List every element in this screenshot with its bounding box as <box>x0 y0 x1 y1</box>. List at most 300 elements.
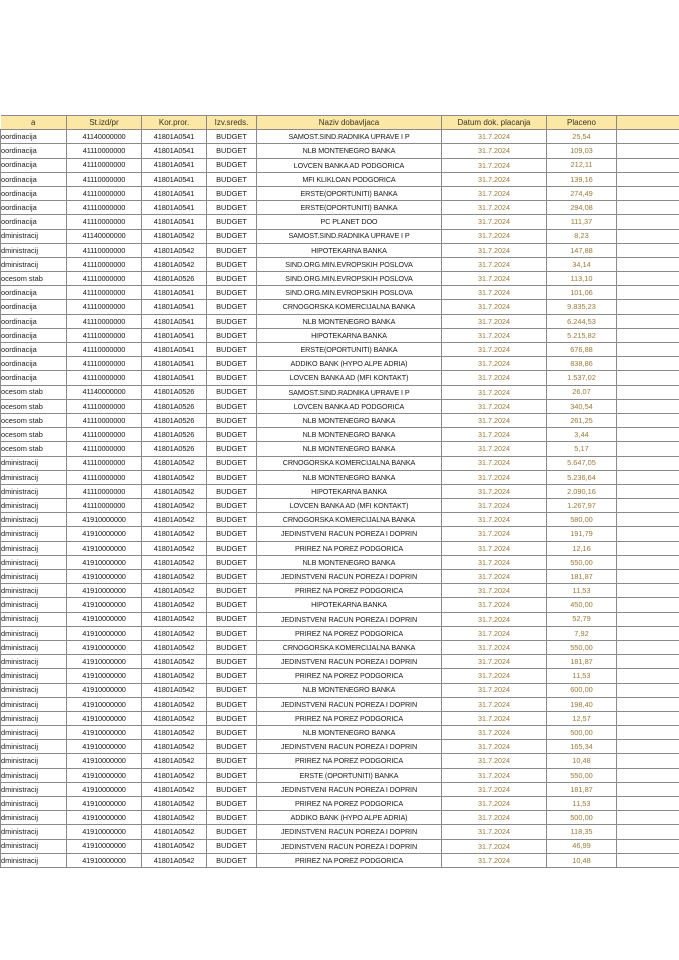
cell-c4[interactable]: NLB MONTENEGRO BANKA <box>257 428 442 442</box>
cell-c0[interactable]: oordinacija <box>1 371 67 385</box>
cell-c3[interactable]: BUDGET <box>207 215 257 229</box>
cell-c7[interactable] <box>617 484 679 498</box>
cell-c0[interactable]: oordinacija <box>1 186 67 200</box>
table-row[interactable] <box>1 300 679 314</box>
cell-c2[interactable]: 41801A0542 <box>142 683 207 697</box>
cell-c1[interactable]: 41910000000 <box>67 740 142 754</box>
table-row[interactable] <box>1 470 679 484</box>
cell-c1[interactable]: 41910000000 <box>67 598 142 612</box>
cell-c3[interactable]: BUDGET <box>207 300 257 314</box>
cell-c0[interactable]: dministracij <box>1 811 67 825</box>
cell-c0[interactable]: dministracij <box>1 612 67 626</box>
cell-c7[interactable] <box>617 328 679 342</box>
cell-c0[interactable]: dministracij <box>1 726 67 740</box>
cell-c1[interactable]: 41110000000 <box>67 172 142 186</box>
cell-c1[interactable]: 41910000000 <box>67 555 142 569</box>
cell-c5[interactable]: 31.7.2024 <box>442 697 547 711</box>
cell-c5[interactable]: 31.7.2024 <box>442 314 547 328</box>
cell-c3[interactable]: BUDGET <box>207 172 257 186</box>
cell-c6[interactable]: 12,57 <box>547 711 617 725</box>
cell-c6[interactable]: 5,17 <box>547 442 617 456</box>
cell-c5[interactable]: 31.7.2024 <box>442 484 547 498</box>
table-row[interactable] <box>1 825 679 839</box>
cell-c4[interactable]: JEDINSTVENI RACUN POREZA I DOPRIN <box>257 527 442 541</box>
cell-c2[interactable]: 41801A0542 <box>142 499 207 513</box>
table-row[interactable] <box>1 158 679 172</box>
cell-c3[interactable]: BUDGET <box>207 584 257 598</box>
cell-c2[interactable]: 41801A0542 <box>142 797 207 811</box>
cell-c6[interactable]: 3,44 <box>547 428 617 442</box>
cell-c2[interactable]: 41801A0526 <box>142 428 207 442</box>
cell-c3[interactable]: BUDGET <box>207 598 257 612</box>
cell-c0[interactable]: dministracij <box>1 683 67 697</box>
cell-c1[interactable]: 41110000000 <box>67 144 142 158</box>
cell-c2[interactable]: 41801A0541 <box>142 144 207 158</box>
cell-c6[interactable]: 109,03 <box>547 144 617 158</box>
cell-c0[interactable]: dministracij <box>1 740 67 754</box>
cell-c7[interactable] <box>617 811 679 825</box>
cell-c7[interactable] <box>617 697 679 711</box>
cell-c5[interactable]: 31.7.2024 <box>442 626 547 640</box>
cell-c5[interactable]: 31.7.2024 <box>442 853 547 867</box>
cell-c1[interactable]: 41910000000 <box>67 825 142 839</box>
cell-c7[interactable] <box>617 797 679 811</box>
cell-c0[interactable]: dministracij <box>1 782 67 796</box>
cell-c4[interactable]: HIPOTEKARNA BANKA <box>257 243 442 257</box>
cell-c5[interactable]: 31.7.2024 <box>442 272 547 286</box>
cell-c6[interactable]: 550,00 <box>547 640 617 654</box>
cell-c1[interactable]: 41110000000 <box>67 272 142 286</box>
cell-c1[interactable]: 41110000000 <box>67 300 142 314</box>
cell-c1[interactable]: 41110000000 <box>67 371 142 385</box>
cell-c6[interactable]: 26,07 <box>547 385 617 399</box>
cell-c3[interactable]: BUDGET <box>207 655 257 669</box>
cell-c1[interactable]: 41110000000 <box>67 442 142 456</box>
cell-c2[interactable]: 41801A0542 <box>142 570 207 584</box>
cell-c2[interactable]: 41801A0542 <box>142 640 207 654</box>
cell-c1[interactable]: 41910000000 <box>67 541 142 555</box>
cell-c1[interactable]: 41910000000 <box>67 811 142 825</box>
cell-c7[interactable] <box>617 655 679 669</box>
cell-c6[interactable]: 181,87 <box>547 782 617 796</box>
cell-c4[interactable]: PRIREZ NA POREZ PODGORICA <box>257 797 442 811</box>
cell-c3[interactable]: BUDGET <box>207 484 257 498</box>
cell-c3[interactable]: BUDGET <box>207 470 257 484</box>
cell-c0[interactable]: dministracij <box>1 456 67 470</box>
cell-c3[interactable]: BUDGET <box>207 428 257 442</box>
column-header-izvsreds[interactable]: Izv.sreds. <box>207 116 257 130</box>
table-row[interactable] <box>1 272 679 286</box>
cell-c3[interactable]: BUDGET <box>207 328 257 342</box>
cell-c4[interactable]: ERSTE(OPORTUNITI) BANKA <box>257 186 442 200</box>
cell-c7[interactable] <box>617 456 679 470</box>
cell-c4[interactable]: PRIREZ NA POREZ PODGORICA <box>257 711 442 725</box>
cell-c6[interactable]: 147,88 <box>547 243 617 257</box>
cell-c5[interactable]: 31.7.2024 <box>442 754 547 768</box>
cell-c0[interactable]: dministracij <box>1 640 67 654</box>
cell-c6[interactable]: 10,48 <box>547 754 617 768</box>
cell-c4[interactable]: NLB MONTENEGRO BANKA <box>257 683 442 697</box>
cell-c0[interactable]: dministracij <box>1 825 67 839</box>
table-row[interactable] <box>1 328 679 342</box>
cell-c6[interactable]: 52,79 <box>547 612 617 626</box>
table-row[interactable] <box>1 513 679 527</box>
cell-c3[interactable]: BUDGET <box>207 697 257 711</box>
cell-c0[interactable]: dministracij <box>1 527 67 541</box>
cell-c2[interactable]: 41801A0542 <box>142 839 207 853</box>
cell-c3[interactable]: BUDGET <box>207 797 257 811</box>
cell-c3[interactable]: BUDGET <box>207 442 257 456</box>
cell-c1[interactable]: 41110000000 <box>67 470 142 484</box>
cell-c6[interactable]: 111,37 <box>547 215 617 229</box>
cell-c3[interactable]: BUDGET <box>207 754 257 768</box>
cell-c2[interactable]: 41801A0541 <box>142 328 207 342</box>
cell-c6[interactable]: 10,48 <box>547 853 617 867</box>
cell-c3[interactable]: BUDGET <box>207 570 257 584</box>
cell-c2[interactable]: 41801A0541 <box>142 215 207 229</box>
cell-c1[interactable]: 41910000000 <box>67 626 142 640</box>
table-row[interactable] <box>1 144 679 158</box>
cell-c5[interactable]: 31.7.2024 <box>442 499 547 513</box>
cell-c1[interactable]: 41110000000 <box>67 257 142 271</box>
cell-c1[interactable]: 41910000000 <box>67 527 142 541</box>
cell-c7[interactable] <box>617 726 679 740</box>
cell-c4[interactable]: MFI KLIKLOAN PODGORICA <box>257 172 442 186</box>
cell-c1[interactable]: 41110000000 <box>67 328 142 342</box>
cell-c7[interactable] <box>617 782 679 796</box>
cell-c0[interactable]: dministracij <box>1 229 67 243</box>
cell-c7[interactable] <box>617 584 679 598</box>
cell-c2[interactable]: 41801A0542 <box>142 811 207 825</box>
cell-c2[interactable]: 41801A0526 <box>142 413 207 427</box>
cell-c0[interactable]: oordinacija <box>1 328 67 342</box>
cell-c4[interactable]: NLB MONTENEGRO BANKA <box>257 555 442 569</box>
cell-c5[interactable]: 31.7.2024 <box>442 428 547 442</box>
cell-c7[interactable] <box>617 300 679 314</box>
cell-c3[interactable]: BUDGET <box>207 853 257 867</box>
cell-c3[interactable]: BUDGET <box>207 385 257 399</box>
cell-c5[interactable]: 31.7.2024 <box>442 598 547 612</box>
cell-c0[interactable]: dministracij <box>1 499 67 513</box>
cell-c5[interactable]: 31.7.2024 <box>442 541 547 555</box>
cell-c1[interactable]: 41110000000 <box>67 343 142 357</box>
cell-c0[interactable]: dministracij <box>1 243 67 257</box>
cell-c1[interactable]: 41110000000 <box>67 186 142 200</box>
table-row[interactable] <box>1 797 679 811</box>
cell-c3[interactable]: BUDGET <box>207 229 257 243</box>
cell-c2[interactable]: 41801A0541 <box>142 286 207 300</box>
cell-c2[interactable]: 41801A0541 <box>142 172 207 186</box>
cell-c1[interactable]: 41110000000 <box>67 499 142 513</box>
cell-c5[interactable]: 31.7.2024 <box>442 513 547 527</box>
cell-c7[interactable] <box>617 243 679 257</box>
cell-c3[interactable]: BUDGET <box>207 158 257 172</box>
table-row[interactable] <box>1 499 679 513</box>
cell-c2[interactable]: 41801A0526 <box>142 399 207 413</box>
cell-c7[interactable] <box>617 371 679 385</box>
cell-c6[interactable]: 1.537,02 <box>547 371 617 385</box>
cell-c3[interactable]: BUDGET <box>207 144 257 158</box>
cell-c1[interactable]: 41910000000 <box>67 711 142 725</box>
cell-c7[interactable] <box>617 527 679 541</box>
cell-c5[interactable]: 31.7.2024 <box>442 186 547 200</box>
table-row[interactable] <box>1 343 679 357</box>
cell-c4[interactable]: JEDINSTVENI RACUN POREZA I DOPRIN <box>257 740 442 754</box>
table-row[interactable] <box>1 527 679 541</box>
cell-c2[interactable]: 41801A0541 <box>142 300 207 314</box>
cell-c0[interactable]: dministracij <box>1 541 67 555</box>
cell-c6[interactable]: 165,34 <box>547 740 617 754</box>
cell-c6[interactable]: 838,86 <box>547 357 617 371</box>
cell-c5[interactable]: 31.7.2024 <box>442 797 547 811</box>
cell-c7[interactable] <box>617 286 679 300</box>
column-header-naziv-dobavljaca[interactable]: Naziv dobavljaca <box>257 116 442 130</box>
cell-c7[interactable] <box>617 272 679 286</box>
cell-c7[interactable] <box>617 570 679 584</box>
cell-c0[interactable]: dministracij <box>1 470 67 484</box>
cell-c6[interactable]: 11,53 <box>547 797 617 811</box>
cell-c0[interactable]: dministracij <box>1 598 67 612</box>
cell-c6[interactable]: 113,10 <box>547 272 617 286</box>
table-row[interactable] <box>1 811 679 825</box>
cell-c5[interactable]: 31.7.2024 <box>442 371 547 385</box>
cell-c0[interactable]: dministracij <box>1 697 67 711</box>
cell-c7[interactable] <box>617 229 679 243</box>
cell-c1[interactable]: 41110000000 <box>67 456 142 470</box>
cell-c5[interactable]: 31.7.2024 <box>442 144 547 158</box>
cell-c3[interactable]: BUDGET <box>207 555 257 569</box>
cell-c4[interactable]: JEDINSTVENI RACUN POREZA I DOPRIN <box>257 825 442 839</box>
cell-c2[interactable]: 41801A0542 <box>142 513 207 527</box>
cell-c7[interactable] <box>617 470 679 484</box>
cell-c7[interactable] <box>617 172 679 186</box>
cell-c7[interactable] <box>617 201 679 215</box>
cell-c4[interactable]: ADDIKO BANK (HYPO ALPE ADRIA) <box>257 811 442 825</box>
cell-c3[interactable]: BUDGET <box>207 811 257 825</box>
cell-c3[interactable]: BUDGET <box>207 130 257 144</box>
cell-c3[interactable]: BUDGET <box>207 343 257 357</box>
cell-c2[interactable]: 41801A0541 <box>142 130 207 144</box>
cell-c1[interactable]: 41910000000 <box>67 797 142 811</box>
cell-c6[interactable]: 212,11 <box>547 158 617 172</box>
cell-c5[interactable]: 31.7.2024 <box>442 640 547 654</box>
cell-c4[interactable]: PC PLANET DOO <box>257 215 442 229</box>
column-header-stizdpr[interactable]: St.izd/pr <box>67 116 142 130</box>
cell-c4[interactable]: JEDINSTVENI RACUN POREZA I DOPRIN <box>257 655 442 669</box>
table-row[interactable] <box>1 385 679 399</box>
cell-c4[interactable]: LOVCEN BANKA AD (MFI KONTAKT) <box>257 371 442 385</box>
cell-c0[interactable]: oordinacija <box>1 144 67 158</box>
cell-c5[interactable]: 31.7.2024 <box>442 584 547 598</box>
cell-c7[interactable] <box>617 130 679 144</box>
table-row[interactable] <box>1 314 679 328</box>
cell-c0[interactable]: dministracij <box>1 768 67 782</box>
table-row[interactable] <box>1 768 679 782</box>
cell-c2[interactable]: 41801A0542 <box>142 470 207 484</box>
cell-c4[interactable]: ADDIKO BANK (HYPO ALPE ADRIA) <box>257 357 442 371</box>
cell-c6[interactable]: 46,99 <box>547 839 617 853</box>
cell-c3[interactable]: BUDGET <box>207 456 257 470</box>
cell-c5[interactable]: 31.7.2024 <box>442 456 547 470</box>
cell-c5[interactable]: 31.7.2024 <box>442 130 547 144</box>
cell-c1[interactable]: 41910000000 <box>67 683 142 697</box>
cell-c5[interactable]: 31.7.2024 <box>442 328 547 342</box>
cell-c5[interactable]: 31.7.2024 <box>442 172 547 186</box>
table-row[interactable] <box>1 598 679 612</box>
table-row[interactable] <box>1 215 679 229</box>
cell-c7[interactable] <box>617 640 679 654</box>
cell-c3[interactable]: BUDGET <box>207 413 257 427</box>
cell-c4[interactable]: CRNOGORSKA KOMERCIJALNA BANKA <box>257 300 442 314</box>
cell-c3[interactable]: BUDGET <box>207 371 257 385</box>
cell-c2[interactable]: 41801A0542 <box>142 754 207 768</box>
cell-c5[interactable]: 31.7.2024 <box>442 839 547 853</box>
cell-c3[interactable]: BUDGET <box>207 257 257 271</box>
cell-c2[interactable]: 41801A0541 <box>142 186 207 200</box>
cell-c6[interactable]: 8,23 <box>547 229 617 243</box>
table-row[interactable] <box>1 243 679 257</box>
table-row[interactable] <box>1 570 679 584</box>
cell-c3[interactable]: BUDGET <box>207 527 257 541</box>
cell-c6[interactable]: 550,00 <box>547 768 617 782</box>
cell-c2[interactable]: 41801A0542 <box>142 541 207 555</box>
cell-c1[interactable]: 41110000000 <box>67 158 142 172</box>
cell-c1[interactable]: 41910000000 <box>67 584 142 598</box>
table-row[interactable] <box>1 186 679 200</box>
table-row[interactable] <box>1 626 679 640</box>
cell-c4[interactable]: PRIREZ NA POREZ PODGORICA <box>257 669 442 683</box>
cell-c1[interactable]: 41140000000 <box>67 229 142 243</box>
cell-c0[interactable]: dministracij <box>1 839 67 853</box>
cell-c1[interactable]: 41910000000 <box>67 754 142 768</box>
table-row[interactable] <box>1 711 679 725</box>
cell-c4[interactable]: SIND.ORG.MIN.EVROPSKIH POSLOVA <box>257 272 442 286</box>
cell-c4[interactable]: NLB MONTENEGRO BANKA <box>257 144 442 158</box>
cell-c0[interactable]: oordinacija <box>1 130 67 144</box>
cell-c5[interactable]: 31.7.2024 <box>442 229 547 243</box>
table-row[interactable] <box>1 413 679 427</box>
cell-c6[interactable]: 6.244,53 <box>547 314 617 328</box>
column-header-empty[interactable] <box>617 116 679 130</box>
table-row[interactable] <box>1 612 679 626</box>
cell-c2[interactable]: 41801A0542 <box>142 697 207 711</box>
cell-c2[interactable]: 41801A0542 <box>142 243 207 257</box>
cell-c2[interactable]: 41801A0542 <box>142 598 207 612</box>
cell-c7[interactable] <box>617 555 679 569</box>
cell-c6[interactable]: 9.835,23 <box>547 300 617 314</box>
cell-c3[interactable]: BUDGET <box>207 357 257 371</box>
cell-c1[interactable]: 41110000000 <box>67 201 142 215</box>
cell-c1[interactable]: 41110000000 <box>67 399 142 413</box>
cell-c6[interactable]: 340,54 <box>547 399 617 413</box>
cell-c6[interactable]: 500,00 <box>547 811 617 825</box>
cell-c5[interactable]: 31.7.2024 <box>442 740 547 754</box>
cell-c2[interactable]: 41801A0542 <box>142 655 207 669</box>
table-row[interactable] <box>1 484 679 498</box>
cell-c6[interactable]: 139,16 <box>547 172 617 186</box>
cell-c2[interactable]: 41801A0542 <box>142 711 207 725</box>
cell-c0[interactable]: oordinacija <box>1 215 67 229</box>
cell-c1[interactable]: 41910000000 <box>67 640 142 654</box>
table-row[interactable] <box>1 371 679 385</box>
cell-c4[interactable]: NLB MONTENEGRO BANKA <box>257 413 442 427</box>
cell-c4[interactable]: CRNOGORSKA KOMERCIJALNA BANKA <box>257 513 442 527</box>
cell-c4[interactable]: PRIREZ NA POREZ PODGORICA <box>257 754 442 768</box>
cell-c2[interactable]: 41801A0526 <box>142 385 207 399</box>
cell-c4[interactable]: ERSTE(OPORTUNITI) BANKA <box>257 201 442 215</box>
cell-c1[interactable]: 41110000000 <box>67 243 142 257</box>
cell-c2[interactable]: 41801A0541 <box>142 201 207 215</box>
cell-c4[interactable]: SIND.ORG.MIN.EVROPSKIH POSLOVA <box>257 257 442 271</box>
cell-c3[interactable]: BUDGET <box>207 839 257 853</box>
cell-c7[interactable] <box>617 513 679 527</box>
cell-c7[interactable] <box>617 626 679 640</box>
table-row[interactable] <box>1 257 679 271</box>
cell-c4[interactable]: HIPOTEKARNA BANKA <box>257 598 442 612</box>
table-row[interactable] <box>1 172 679 186</box>
cell-c6[interactable]: 600,00 <box>547 683 617 697</box>
cell-c2[interactable]: 41801A0542 <box>142 555 207 569</box>
cell-c5[interactable]: 31.7.2024 <box>442 825 547 839</box>
cell-c2[interactable]: 41801A0526 <box>142 442 207 456</box>
cell-c3[interactable]: BUDGET <box>207 825 257 839</box>
cell-c4[interactable]: SAMOST.SIND.RADNIKA UPRAVE I P <box>257 130 442 144</box>
cell-c6[interactable]: 198,40 <box>547 697 617 711</box>
cell-c6[interactable]: 5.236,64 <box>547 470 617 484</box>
cell-c4[interactable]: CRNOGORSKA KOMERCIJALNA BANKA <box>257 456 442 470</box>
cell-c6[interactable]: 11,53 <box>547 584 617 598</box>
cell-c6[interactable]: 1.267,97 <box>547 499 617 513</box>
cell-c2[interactable]: 41801A0542 <box>142 584 207 598</box>
cell-c0[interactable]: dministracij <box>1 655 67 669</box>
cell-c6[interactable]: 181,87 <box>547 570 617 584</box>
cell-c4[interactable]: PRIREZ NA POREZ PODGORICA <box>257 626 442 640</box>
cell-c0[interactable]: dministracij <box>1 484 67 498</box>
cell-c1[interactable]: 41910000000 <box>67 570 142 584</box>
cell-c7[interactable] <box>617 754 679 768</box>
cell-c5[interactable]: 31.7.2024 <box>442 768 547 782</box>
cell-c4[interactable]: CRNOGORSKA KOMERCIJALNA BANKA <box>257 640 442 654</box>
cell-c4[interactable]: LOVCEN BANKA AD (MFI KONTAKT) <box>257 499 442 513</box>
cell-c6[interactable]: 274,49 <box>547 186 617 200</box>
cell-c7[interactable] <box>617 825 679 839</box>
cell-c7[interactable] <box>617 413 679 427</box>
cell-c7[interactable] <box>617 357 679 371</box>
table-row[interactable] <box>1 782 679 796</box>
cell-c2[interactable]: 41801A0542 <box>142 825 207 839</box>
cell-c6[interactable]: 500,00 <box>547 726 617 740</box>
cell-c3[interactable]: BUDGET <box>207 286 257 300</box>
cell-c1[interactable]: 41910000000 <box>67 612 142 626</box>
table-row[interactable] <box>1 726 679 740</box>
cell-c7[interactable] <box>617 385 679 399</box>
cell-c0[interactable]: ocesom stab <box>1 385 67 399</box>
table-row[interactable] <box>1 655 679 669</box>
cell-c3[interactable]: BUDGET <box>207 711 257 725</box>
cell-c4[interactable]: JEDINSTVENI RACUN POREZA I DOPRIN <box>257 839 442 853</box>
cell-c1[interactable]: 41910000000 <box>67 726 142 740</box>
cell-c4[interactable]: PRIREZ NA POREZ PODGORICA <box>257 541 442 555</box>
cell-c5[interactable]: 31.7.2024 <box>442 215 547 229</box>
cell-c6[interactable]: 294,08 <box>547 201 617 215</box>
cell-c6[interactable]: 7,92 <box>547 626 617 640</box>
cell-c7[interactable] <box>617 768 679 782</box>
cell-c3[interactable]: BUDGET <box>207 399 257 413</box>
cell-c0[interactable]: oordinacija <box>1 314 67 328</box>
table-row[interactable] <box>1 130 679 144</box>
cell-c1[interactable]: 41910000000 <box>67 697 142 711</box>
cell-c7[interactable] <box>617 839 679 853</box>
